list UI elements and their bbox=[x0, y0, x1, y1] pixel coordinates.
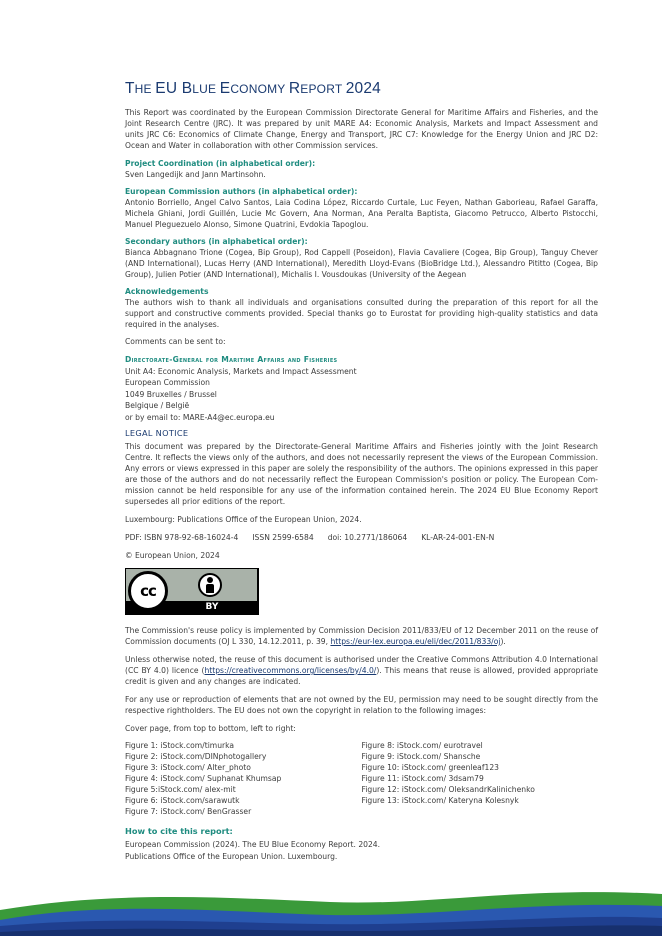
catalogue-number: KL-AR-24-001-EN-N bbox=[421, 533, 495, 542]
ec-authors bbox=[125, 186, 598, 230]
copyright: © European Union, 2024 bbox=[125, 551, 220, 560]
cite-heading: How to cite this report: bbox=[125, 826, 233, 836]
address-line: Unit A4: Economic Analysis, Markets and Impact Assessment bbox=[125, 366, 357, 376]
comments-line: Comments can be sent to: bbox=[125, 337, 226, 346]
figure-credit: Figure 3: iStock.com/ Alter_photo bbox=[125, 763, 251, 772]
ack-heading: Acknowledgements bbox=[125, 287, 209, 296]
page-content bbox=[125, 80, 598, 863]
ec-authors-text: Antonio Borriello, Angel Calvo Santos, Laia Codina López, Riccardo Curtale, Luc Feyen, Nathan Gaborieau, Rafael Garaffa, Michela Ghiani, Jordi Guillén, Lucie Mc Govern, Ana Norman, Ana Peralta Baptista, Giacomo Petrucco, Alberto Pistocchi, Manuel Pleguezuelo Alonso, Simone Quatrini, Evdokia Tapoglou. bbox=[125, 198, 598, 229]
licence-text: Unless otherwise noted, the reuse of this document is authorised under the Creative Commons Attribution 4.0 International (CC BY 4.0) licence (https://creativecommons.org/licenses/by/4.0/). This means that reuse is allowed, provided appropriate credit is given and any changes are indicated. bbox=[125, 655, 598, 686]
publisher-line: Luxembourg: Publications Office of the European Union, 2024. bbox=[125, 515, 362, 524]
secondary-authors bbox=[125, 236, 598, 280]
rightholders-text: For any use or reproduction of elements that are not owned by the EU, permission may need to be sought directly from the respective rightholders. The EU does not own the copyright in relation to the following images: bbox=[125, 695, 598, 715]
legal-notice-heading: LEGAL NOTICE bbox=[125, 428, 189, 438]
figure-credit: Figure 12: iStock.com/ OleksandrKalinichenko bbox=[361, 785, 535, 794]
address-line: Belgique / België bbox=[125, 401, 190, 410]
figure-credit: Figure 2: iStock.com/DINphotogallery bbox=[125, 752, 267, 761]
figure-credits-right bbox=[362, 740, 599, 817]
project-text: Sven Langedijk and Jann Martinsohn. bbox=[125, 170, 266, 179]
figure-credit: Figure 11: iStock.com/ 3dsam79 bbox=[361, 774, 484, 783]
citation-line: European Commission (2024). The EU Blue Economy Report. 2024. bbox=[125, 840, 381, 849]
issn: ISSN 2599-6584 bbox=[252, 533, 314, 542]
project-coordination bbox=[125, 158, 598, 180]
reuse-policy: The Commission's reuse policy is implemented by Commission Decision 2011/833/EU of 12 December 2011 on the reuse of Commission documents (OJ L 330, 14.12.2011, p. 39, https://eur-lex.europa.eu/eli/dec/2011/833/oj). bbox=[125, 626, 598, 646]
figure-credit: Figure 4: iStock.com/ Suphanat Khumsap bbox=[125, 774, 282, 783]
creative-commons-link[interactable]: https://creativecommons.org/licenses/by/4.0/ bbox=[204, 666, 377, 675]
report-title: THE EU BLUE ECONOMY REPORT 2024 bbox=[125, 80, 381, 97]
figure-credit: Figure 1: iStock.com/timurka bbox=[125, 741, 235, 750]
figure-credit: Figure 8: iStock.com/ eurotravel bbox=[361, 741, 483, 750]
decorative-wave-footer bbox=[0, 880, 662, 936]
intro-paragraph: This Report was coordinated by the European Commission Directorate General for Maritime Affairs and Fisheries, and the Joint Research Centre (JRC). It was prepared by unit MARE A4: Economic Analysis, Markets and Impact Assessment and units JRC C6: Economics of Climate Change, Energy and Transport, JRC C7: Knowledge for the Energy Union and JRC D2: Ocean and Water in collaboration with other Commission services. bbox=[125, 108, 598, 150]
citation bbox=[125, 839, 598, 863]
figure-credit: Figure 13: iStock.com/ Kateryna Kolesnyk bbox=[361, 796, 519, 805]
project-heading: Project Coordination (in alphabetical order): bbox=[125, 159, 316, 168]
cover-credits-heading: Cover page, from top to bottom, left to right: bbox=[125, 724, 296, 733]
by-label: BY bbox=[205, 602, 219, 612]
figure-credit: Figure 9: iStock.com/ Shansche bbox=[361, 752, 481, 761]
cc-by-badge bbox=[125, 568, 259, 615]
figure-credit: Figure 5:iStock.com/ alex-mit bbox=[125, 785, 236, 794]
secondary-text: Bianca Abbagnano Trione (Cogea, Bip Group), Rod Cappell (Poseidon), Flavia Cavaliere (Cogea, Bip Group), Tanguy Chever (AND International), Lucas Herry (AND International), Meredith Lloyd-Evans (BioBridge Ltd.), Alessandro Pititto (Cogea, Bip Group), Julien Potier (AND International), Michalis I. Vousdoukas (University of the Aegean bbox=[125, 248, 598, 279]
isbn: PDF: ISBN 978-92-68-16024-4 bbox=[125, 533, 239, 542]
legal-notice-text: This document was prepared by the Directorate-General Maritime Affairs and Fisheries jointly with the Joint Research Centre. It reflects the views only of the authors, and does not necessarily represent the views of the European Commission. Any errors or views expressed in this paper are solely the responsibility of the authors. The opinions expressed in this paper are those of the authors and do not necessarily reflect the European Commission's position or policy. The European Com-mission cannot be held responsible for any use of the information contained herein. The 2024 EU Blue Economy Report supersedes all prior editions of the report. bbox=[125, 442, 598, 506]
doi: doi: 10.2771/186064 bbox=[327, 533, 408, 542]
contact-email[interactable]: or by email to: MARE-A4@ec.europa.eu bbox=[125, 412, 275, 422]
figure-credits-left bbox=[125, 740, 362, 817]
figure-credit: Figure 7: iStock.com/ BenGrasser bbox=[125, 807, 252, 816]
eur-lex-link[interactable]: https://eur-lex.europa.eu/eli/dec/2011/833/oj bbox=[330, 637, 501, 646]
attribution-person-icon bbox=[198, 573, 222, 597]
ec-authors-heading: European Commission authors (in alphabetical order): bbox=[125, 187, 358, 196]
figure-credit: Figure 6: iStock.com/sarawutk bbox=[125, 796, 240, 805]
secondary-heading: Secondary authors (in alphabetical order): bbox=[125, 237, 308, 246]
address-line: European Commission bbox=[125, 378, 210, 387]
dg-heading: Directorate-General for Maritime Affairs and Fisheries bbox=[125, 355, 338, 364]
acknowledgements bbox=[125, 286, 598, 330]
address-line: 1049 Bruxelles / Brussel bbox=[125, 389, 217, 399]
identifiers bbox=[125, 532, 598, 543]
contact-address bbox=[125, 354, 598, 423]
figure-credit: Figure 10: iStock.com/ greenleaf123 bbox=[361, 763, 499, 772]
figure-credits bbox=[125, 740, 598, 817]
cc-icon: cc bbox=[128, 571, 168, 611]
citation-line: Publications Office of the European Union. Luxembourg. bbox=[125, 852, 338, 861]
ack-text: The authors wish to thank all individuals and organisations consulted during the preparation of this report for all the support and constructive comments provided. Special thanks go to Eurostat for providing high-quality statistics and data required in the analyses. bbox=[125, 298, 598, 329]
